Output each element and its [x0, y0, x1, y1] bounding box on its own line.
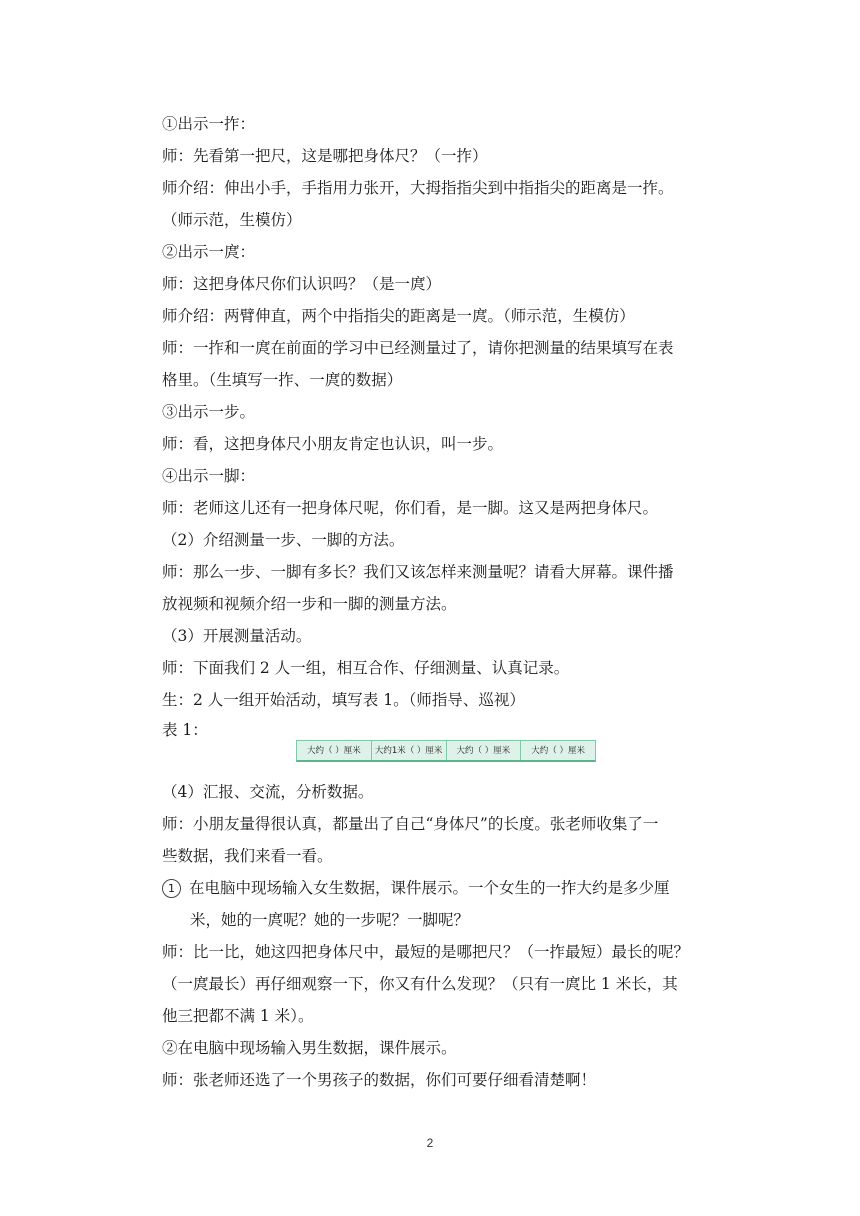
- text-line: 些数据，我们来看一看。: [162, 847, 333, 865]
- measurement-table: [296, 740, 596, 762]
- text-line: 他三把都不满 1 米）。: [162, 1007, 314, 1025]
- text-line: 师介绍：伸出小手，手指用力张开，大拇指指尖到中指指尖的距离是一拃。: [162, 179, 674, 197]
- page-number: 2: [426, 1136, 434, 1150]
- text-line: 师：小朋友量得很认真，都量出了自己“身体尺”的长度。张老师收集了一: [162, 815, 659, 833]
- list-item-text: 在电脑中现场输入女生数据，课件展示。一个女生的一拃大约是多少厘: [189, 879, 670, 897]
- text-line: 师：下面我们 2 人一组，相互合作、仔细测量、认真记录。: [162, 659, 570, 677]
- text-line: （4）汇报、交流，分析数据。: [162, 783, 374, 801]
- text-line: （师示范，生模仿）: [162, 211, 302, 229]
- text-line: 师：比一比，她这四把身体尺中，最短的是哪把尺？（一拃最短）最长的呢？: [162, 943, 690, 961]
- text-line: 师：张老师还选了一个男孩子的数据，你们可要仔细看清楚啊！: [162, 1071, 597, 1089]
- text-line: 师：先看第一把尺，这是哪把身体尺？（一拃）: [162, 147, 488, 165]
- text-line: （3）开展测量活动。: [162, 627, 312, 645]
- circled-number-marker: 1: [162, 879, 181, 898]
- text-line: ③出示一步。: [162, 403, 256, 421]
- text-line: 格里。（生填写一拃、一庹的数据）: [162, 371, 403, 389]
- text-line: ①出示一拃：: [162, 115, 256, 133]
- text-line: 师：看，这把身体尺小朋友肯定也认识，叫一步。: [162, 435, 504, 453]
- list-item: [162, 877, 750, 899]
- table-caption: 表 1：: [162, 721, 208, 739]
- text-line: 放视频和视频介绍一步和一脚的测量方法。: [162, 595, 457, 613]
- table-cell: 大约（ ）厘米: [297, 741, 372, 760]
- text-line: 师：这把身体尺你们认识吗？（是一庹）: [162, 275, 442, 293]
- table-cell: 大约（ ）厘米: [531, 746, 585, 756]
- text-line: 米，她的一庹呢？她的一步呢？一脚呢？: [190, 911, 470, 929]
- text-line: 师：那么一步、一脚有多长？我们又该怎样来测量呢？请看大屏幕。课件播: [162, 563, 674, 581]
- table-cell: 大约1米（ ）厘米: [372, 741, 447, 760]
- text-line: （一庹最长）再仔细观察一下，你又有什么发现？（只有一庹比 1 米长，其: [162, 975, 678, 993]
- text-line: （2）介绍测量一步、一脚的方法。: [162, 531, 405, 549]
- text-line: 生：2 人一组开始活动，填写表 1。（师指导、巡视）: [162, 691, 525, 709]
- text-line: 师介绍：两臂伸直，两个中指指尖的距离是一庹。（师示范，生模仿）: [162, 307, 635, 325]
- text-line: ④出示一脚：: [162, 467, 256, 485]
- text-line: ②出示一庹：: [162, 243, 256, 261]
- text-line: 师：老师这儿还有一把身体尺呢，你们看，是一脚。这又是两把身体尺。: [162, 499, 659, 517]
- table-cell: 大约（ ）厘米: [447, 741, 522, 760]
- text-line: ②在电脑中现场输入男生数据，课件展示。: [162, 1039, 457, 1057]
- text-line: 师：一拃和一庹在前面的学习中已经测量过了，请你把测量的结果填写在表: [162, 339, 674, 357]
